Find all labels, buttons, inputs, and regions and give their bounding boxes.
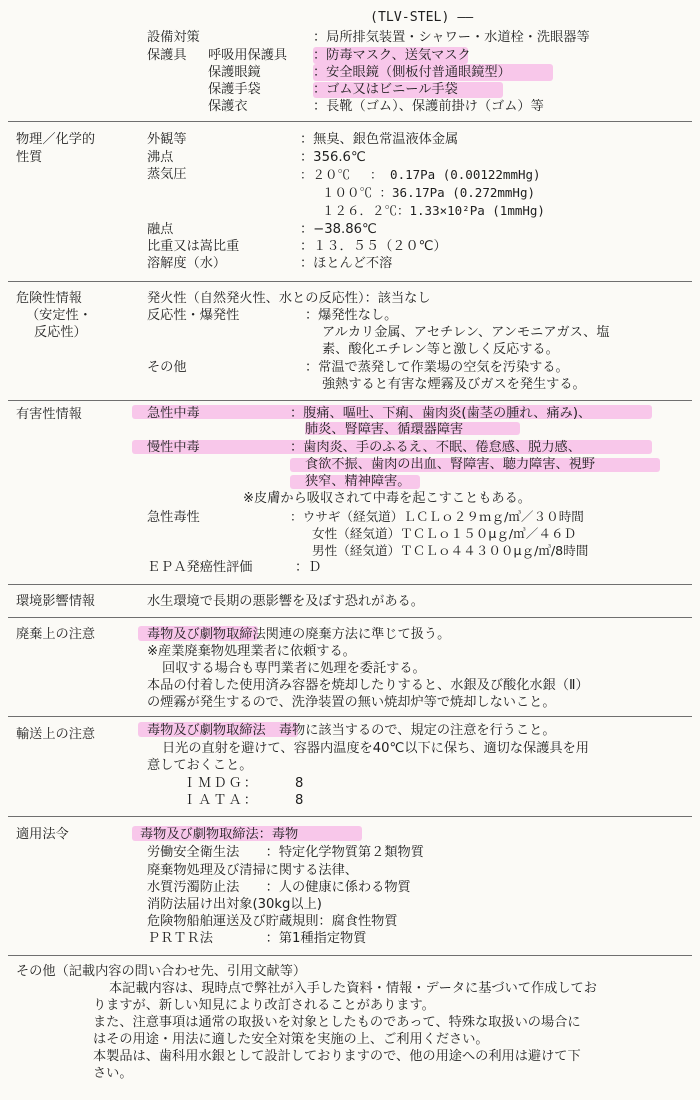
sg-value: ：１３．５５（２０℃）	[300, 239, 447, 254]
sol-label: 溶解度（水）	[147, 256, 227, 271]
transport-line-3: 意しておくこと。	[147, 758, 253, 773]
acute-label: 急性中毒	[147, 406, 200, 421]
tlv-header: (TLV-STEL) ――	[370, 10, 474, 25]
other-text-line-6: さい。	[93, 1066, 133, 1081]
other-line-1: ：常温で蒸発して作業場の空気を汚染する。	[305, 360, 569, 375]
react-line-1: ：爆発性なし。	[305, 308, 398, 323]
eye-value: ：安全眼鏡（側板付普通眼鏡型）	[313, 65, 511, 80]
disposal-line-2: ※産業廃棄物処理業者に依頼する。	[147, 644, 356, 659]
chronic-line-3: 狭窄、精神障害。	[305, 474, 411, 489]
chronic-line-1: ：歯肉炎、手のふるえ、不眠、倦怠感、脱力感、	[290, 440, 581, 455]
bp-value: ：356.6℃	[300, 150, 366, 165]
clothes-label: 保護衣	[208, 99, 248, 114]
section-title-laws: 適用法令	[16, 827, 69, 842]
other-label: その他	[147, 360, 187, 375]
section-title-environment: 環境影響情報	[16, 594, 96, 609]
clothes-value: ：長靴（ゴム）、保護前掛け（ゴム）等	[313, 99, 544, 114]
react-line-2: アルカリ金属、アセチレン、アンモニアガス、塩	[322, 325, 610, 340]
other-text-line-1: 本記載内容は、現時点で弊社が入手した資料・情報・データに基づいて作成してお	[109, 981, 597, 996]
acute-tox-line-1: ：ウサギ（経気道）ＬＣＬｏ２９ｍｇ/㎥／３０時間	[290, 509, 584, 524]
section-title-hazard-1: 危険性情報	[16, 291, 82, 306]
sg-label: 比重又は嵩比重	[147, 239, 240, 254]
equipment-value: ：局所排気装置・シャワー・水道栓・洗眼器等	[313, 30, 590, 45]
other-text-line-5: 本製品は、歯科用水銀として設計しておりますので、他の用途への利用は避けて下	[93, 1049, 581, 1064]
other-text-line-3: また、注意事項は通常の取扱いを対象としたものであって、特殊な取扱いの場合に	[93, 1015, 581, 1030]
glove-label: 保護手袋	[208, 82, 261, 97]
disposal-line-3: 回収する場合も専門業者に処理を委託する。	[162, 661, 426, 676]
resp-value: ：防毒マスク、送気マスク	[313, 48, 471, 63]
acute-line-2: 肺炎、腎障害、循環器障害	[305, 422, 464, 437]
imdg-label: ＩＭＤＧ：	[183, 776, 259, 791]
vp-row-2: １００℃ ：36.17Pa (0.272mmHg)	[322, 185, 536, 200]
transport-line-2: 日光の直射を避けて、容器内温度を40℃以下に保ち、適切な保護具を用	[162, 741, 589, 756]
imdg-value: 8	[295, 776, 304, 791]
other-text-line-2: りますが、新しい知見により改訂されることがあります。	[93, 998, 435, 1013]
divider	[8, 281, 692, 282]
vp-row-3: １２６．２℃：1.33×10²Pa (1mmHg)	[322, 203, 545, 218]
law-line-5: 消防法届け出対象(30kg以上)	[147, 897, 322, 912]
section-title-physical-2: 性質	[16, 150, 43, 165]
vp-row-1: ：２０℃ ： 0.17Pa (0.00122mmHg)	[300, 167, 541, 182]
other-line-2: 強熱すると有害な煙霧及びガスを発生する。	[322, 377, 586, 392]
acute-tox-label: 急性毒性	[147, 510, 200, 525]
section-title-other: その他（記載内容の問い合わせ先、引用文献等）	[16, 964, 307, 979]
react-label: 反応性・爆発性	[147, 308, 240, 323]
law-line-2: 労働安全衛生法 ：特定化学物質第２類物質	[147, 845, 424, 860]
epa-value: ：Ｄ	[295, 560, 322, 575]
equipment-label: 設備対策	[147, 30, 200, 45]
law-line-7: ＰＲＴＲ法 ：第1種指定物質	[147, 931, 367, 946]
section-title-transport: 輸送上の注意	[16, 727, 96, 742]
mp-label: 融点	[147, 222, 174, 237]
environment-text: 水生環境で長期の悪影響を及ぼす恐れがある。	[147, 594, 424, 609]
divider	[8, 400, 692, 401]
disposal-line-1: 毒物及び劇物取締法関連の廃棄方法に準じて扱う。	[147, 627, 451, 642]
iata-label: ＩＡＴＡ：	[183, 793, 259, 808]
appearance-label: 外観等	[147, 132, 187, 147]
law-line-1: 毒物及び劇物取締法：毒物	[140, 827, 299, 842]
gear-label: 保護具	[147, 48, 187, 63]
disposal-line-5: の煙霧が発生するので、洗浄装置の無い焼却炉等で焼却しないこと。	[147, 695, 556, 710]
mp-value: ：−38.86℃	[300, 222, 377, 237]
resp-label: 呼吸用保護具	[208, 48, 288, 63]
vp-label: 蒸気圧	[147, 167, 187, 182]
eye-label: 保護眼鏡	[208, 65, 261, 80]
appearance-value: ：無臭、銀色常温液体金属	[300, 132, 459, 147]
divider	[8, 816, 692, 817]
law-line-3: 廃棄物処理及び清掃に関する法律、	[147, 863, 358, 878]
section-title-physical-1: 物理／化学的	[16, 132, 96, 147]
divider	[8, 584, 692, 585]
chronic-line-2: 食欲不振、歯肉の出血、腎障害、聴力障害、視野	[305, 457, 596, 472]
chronic-label: 慢性中毒	[147, 440, 200, 455]
acute-line-1: ：腹痛、嘔吐、下痢、歯肉炎(歯茎の腫れ、痛み)、	[290, 406, 592, 421]
sol-value: ：ほとんど不溶	[300, 256, 393, 271]
transport-line-1: 毒物及び劇物取締法 毒物に該当するので、規定の注意を行うこと。	[147, 723, 556, 738]
disposal-line-4: 本品の付着した使用済み容器を焼却したりすると、水銀及び酸化水銀（Ⅱ）	[147, 678, 589, 693]
iata-value: 8	[295, 793, 304, 808]
section-title-toxicity: 有害性情報	[16, 407, 82, 422]
glove-value: ：ゴム又はビニール手袋	[313, 82, 458, 97]
divider	[8, 121, 692, 122]
acute-tox-line-2: 女性（経気道）ＴＣＬｏ１５０μｇ/㎥／４６Ｄ	[312, 526, 577, 541]
fire-label: 発火性（自然発火性、水との反応性）：該当なし	[147, 291, 431, 306]
acute-tox-line-3: 男性（経気道）ＴＣＬｏ４４３００μｇ/㎥/8時間	[312, 543, 589, 558]
divider	[8, 955, 692, 956]
law-line-6: 危険物船舶運送及び貯蔵規則：腐食性物質	[147, 914, 398, 929]
skin-note: ※皮膚から吸収されて中毒を起こすこともある。	[243, 491, 531, 506]
other-text-line-4: はその用途・用法に適した安全対策を実施の上、ご利用ください。	[93, 1032, 489, 1047]
section-title-disposal: 廃棄上の注意	[16, 627, 96, 642]
bp-label: 沸点	[147, 150, 174, 165]
divider	[8, 617, 692, 618]
react-line-3: 素、酸化エチレン等と激しく反応する。	[322, 342, 559, 357]
law-line-4: 水質汚濁防止法 ：人の健康に係わる物質	[147, 880, 411, 895]
epa-label: ＥＰＡ発癌性評価	[147, 560, 253, 575]
section-title-hazard-2: （安定性・	[26, 308, 92, 323]
section-title-hazard-3: 反応性）	[34, 325, 87, 340]
divider	[8, 716, 692, 717]
